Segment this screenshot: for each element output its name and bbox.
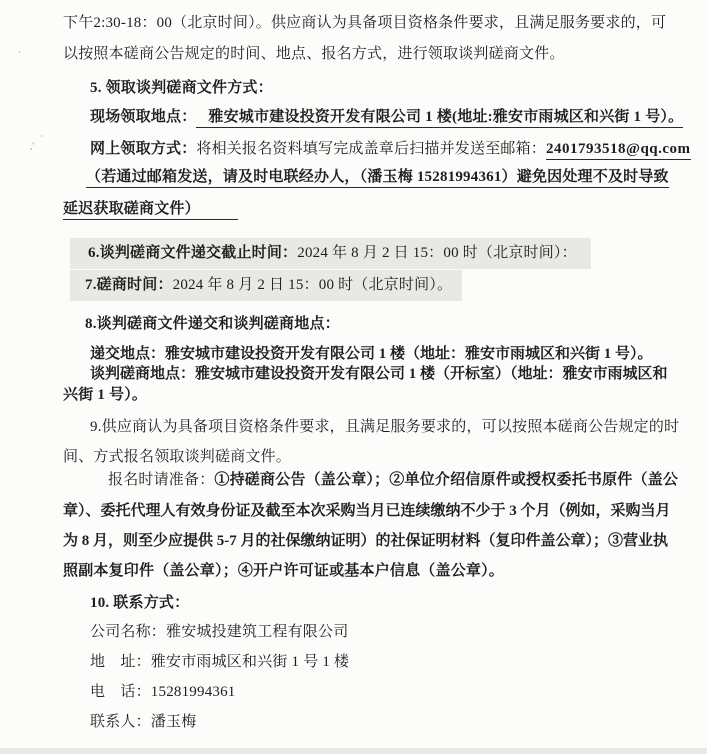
intro-line-2: 以按照本磋商公告规定的时间、地点、报名方式，进行领取谈判磋商文件。: [63, 46, 565, 62]
item8-talk-location-line-1: 谈判磋商地点：雅安城市建设投资开发有限公司 1 楼（开标室）（地址：雅安市雨城区和: [90, 366, 668, 382]
item5-heading: 5. 领取谈判磋商文件方式：: [90, 80, 273, 96]
scan-speck: ,': [30, 141, 34, 151]
online-pickup-line: [90, 139, 691, 159]
item6-label: 6.谈判磋商文件递交截止时间：: [88, 245, 298, 261]
scan-edge-band: [0, 748, 707, 754]
onsite-pickup-value: 雅安城市建设投资开发有限公司 1 楼(地址:雅安市雨城区和兴街 1 号）。: [196, 109, 683, 128]
onsite-pickup-line: [90, 107, 683, 127]
scan-speck: ·: [18, 47, 21, 57]
contact-address: 地 址：雅安市雨城区和兴街 1 号 1 楼: [90, 654, 350, 670]
item6-value: 2024 年 8 月 2 日 15：00 时（北京时间）：: [297, 245, 577, 261]
item7-value: 2024 年 8 月 2 日 15：00 时（北京时间）。: [172, 277, 453, 293]
item9-line-2: 间、方式报名领取谈判磋商文件。: [63, 449, 292, 465]
online-pickup-label: 网上领取方式：: [90, 141, 197, 157]
item8-talk-location-line-2: 兴街 1 号）。: [63, 387, 148, 403]
signup-line-1-bold: ①持磋商公告（盖公章）；②单位介绍信原件或授权委托书原件（盖公: [214, 472, 679, 488]
contact-company: 公司名称：雅安城投建筑工程有限公司: [90, 624, 349, 640]
email-note-line-2: 延迟获取磋商文件）: [63, 199, 238, 219]
scan-speck: ·: [40, 131, 43, 141]
signup-line-3: 为 8 月，则至少应提供 5-7 月的社保缴纳证明）的社保证明材料（复印件盖公章）；③营业执: [63, 533, 668, 549]
signup-line-1: [108, 470, 678, 490]
item6-highlight: [70, 238, 591, 269]
item7-highlight: [70, 270, 462, 301]
item9-line-1: 9.供应商认为具备项目资格条件要求，且满足服务要求的，可以按照本磋商公告规定的时: [90, 419, 680, 435]
contact-phone: 电 话：15281994361: [90, 684, 236, 700]
onsite-pickup-label: 现场领取地点：: [90, 109, 197, 125]
item7-time-line: [70, 270, 462, 301]
item8-submit-location: 递交地点：雅安城市建设投资开发有限公司 1 楼（地址：雅安市雨城区和兴街 1 号）。: [90, 346, 653, 362]
email-note-line-1: （若通过邮箱发送，请及时电联经办人，（潘玉梅 15281994361）避免因处理不及时导致: [86, 167, 669, 187]
contact-person: 联系人：潘玉梅: [90, 714, 197, 730]
online-pickup-text: 将相关报名资料填写完成盖章后扫描并发送至邮箱：: [196, 141, 547, 157]
item6-deadline-line: [70, 238, 591, 269]
item7-label: 7.磋商时间：: [85, 277, 173, 293]
intro-line-1: 下午2:30-18：00（北京时间）。供应商认为具备项目资格条件要求，且满足服务要求的，可: [63, 15, 667, 31]
signup-prefix: 报名时请准备：: [108, 472, 215, 488]
item10-heading: 10. 联系方式：: [90, 595, 190, 611]
item8-heading: 8.谈判磋商文件递交和谈判磋商地点：: [85, 316, 340, 332]
signup-line-2: 章）、委托代理人有效身份证及截至本次采购当月已连续缴纳不少于 3 个月（例如，采购当月: [63, 503, 671, 519]
pickup-email: 2401793518@qq.com: [546, 141, 691, 160]
signup-line-4: 照副本复印件（盖公章）；④开户许可证或基本户信息（盖公章）。: [63, 563, 505, 579]
